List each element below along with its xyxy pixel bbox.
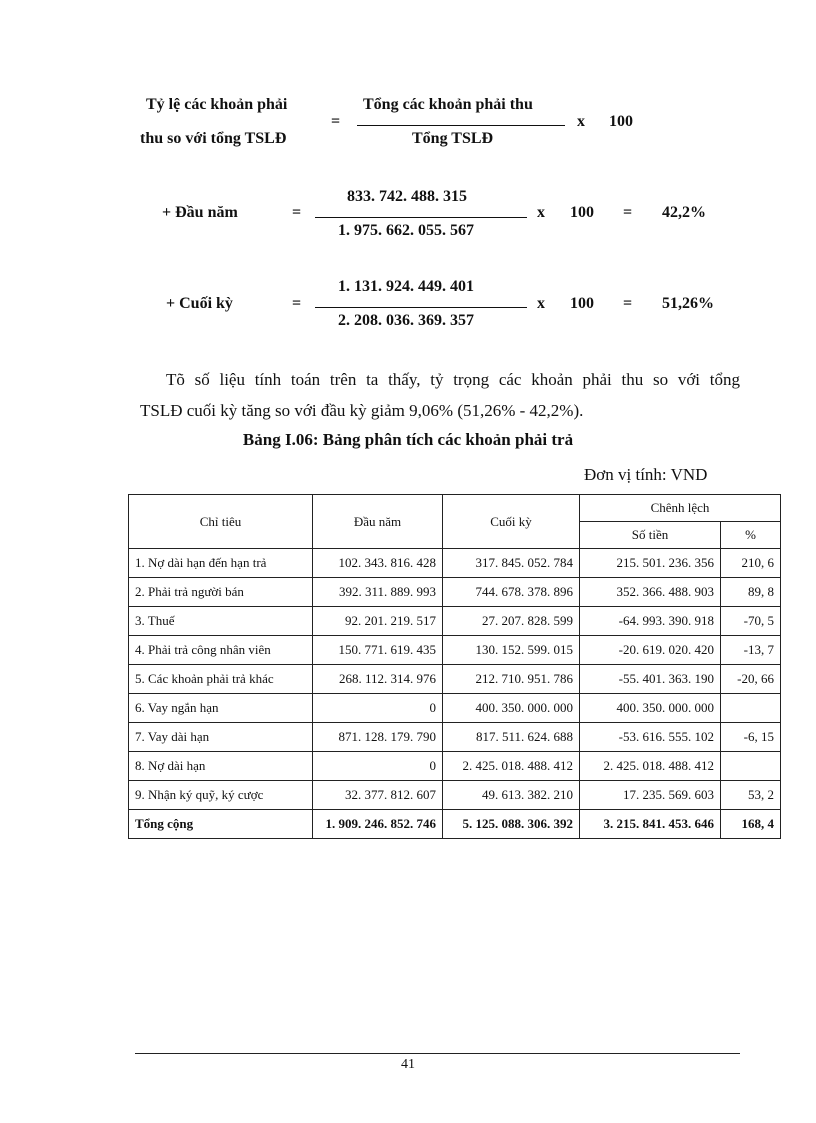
calc-start-hundred: 100	[570, 204, 594, 221]
row-label: 9. Nhận ký quỹ, ký cược	[129, 781, 313, 810]
formula-hundred: 100	[609, 113, 633, 130]
table-title: Bảng I.06: Bảng phân tích các khoản phải trả	[242, 430, 574, 449]
formula-numerator: Tổng các khoản phải thu	[363, 96, 533, 113]
table-row	[129, 665, 781, 694]
conclusion-line-1: Tõ số liệu tính toán trên ta thấy, tỷ trọng các khoản phải thu so với tổng	[166, 370, 740, 389]
calc-end-fraction-line	[315, 307, 527, 308]
total-percent-value: 168, 4	[721, 810, 781, 839]
row-label: 7. Vay dài hạn	[129, 723, 313, 752]
row-label: 2. Phải trả người bán	[129, 578, 313, 607]
table-row	[129, 578, 781, 607]
row-diff-value: -20. 619. 020. 420	[580, 636, 721, 665]
row-diff-value: -64. 993. 390. 918	[580, 607, 721, 636]
formula-denominator: Tổng TSLĐ	[412, 130, 494, 147]
row-percent-value: -70, 5	[721, 607, 781, 636]
header-dau-nam: Đầu năm	[313, 495, 443, 549]
row-start-value: 871. 128. 179. 790	[313, 723, 443, 752]
row-diff-value: 17. 235. 569. 603	[580, 781, 721, 810]
conclusion-paragraph	[140, 364, 740, 426]
calc-end-times: x	[537, 295, 545, 312]
table-row	[129, 752, 781, 781]
total-end-value: 5. 125. 088. 306. 392	[443, 810, 580, 839]
calc-start-result: 42,2%	[662, 204, 706, 221]
row-diff-value: 400. 350. 000. 000	[580, 694, 721, 723]
row-start-value: 0	[313, 694, 443, 723]
row-label: 4. Phải trả công nhân viên	[129, 636, 313, 665]
row-diff-value: 215. 501. 236. 356	[580, 549, 721, 578]
row-start-value: 102. 343. 816. 428	[313, 549, 443, 578]
row-diff-value: 352. 366. 488. 903	[580, 578, 721, 607]
row-end-value: 27. 207. 828. 599	[443, 607, 580, 636]
row-start-value: 92. 201. 219. 517	[313, 607, 443, 636]
total-diff-value: 3. 215. 841. 453. 646	[580, 810, 721, 839]
row-label: 5. Các khoản phải trả khác	[129, 665, 313, 694]
table-row	[129, 607, 781, 636]
footer-divider	[135, 1053, 740, 1054]
row-label: 6. Vay ngắn hạn	[129, 694, 313, 723]
unit-label: Đơn vị tính: VND	[584, 465, 708, 484]
row-start-value: 392. 311. 889. 993	[313, 578, 443, 607]
row-start-value: 268. 112. 314. 976	[313, 665, 443, 694]
row-start-value: 32. 377. 812. 607	[313, 781, 443, 810]
calc-start-denominator: 1. 975. 662. 055. 567	[338, 222, 474, 239]
row-percent-value	[721, 694, 781, 723]
row-end-value: 130. 152. 599. 015	[443, 636, 580, 665]
row-label: 8. Nợ dài hạn	[129, 752, 313, 781]
formula-lhs-line1: Tỷ lệ các khoản phải	[146, 96, 288, 113]
table-row	[129, 694, 781, 723]
row-end-value: 49. 613. 382. 210	[443, 781, 580, 810]
row-end-value: 400. 350. 000. 000	[443, 694, 580, 723]
row-diff-value: 2. 425. 018. 488. 412	[580, 752, 721, 781]
calc-start-fraction-line	[315, 217, 527, 218]
header-chi-tieu: Chỉ tiêu	[129, 495, 313, 549]
row-end-value: 212. 710. 951. 786	[443, 665, 580, 694]
row-end-value: 817. 511. 624. 688	[443, 723, 580, 752]
row-percent-value: -6, 15	[721, 723, 781, 752]
table-total-row	[129, 810, 781, 839]
header-chenh-lech: Chênh lệch	[580, 495, 781, 522]
row-diff-value: -55. 401. 363. 190	[580, 665, 721, 694]
row-diff-value: -53. 616. 555. 102	[580, 723, 721, 752]
total-label: Tổng cộng	[129, 810, 313, 839]
table-row	[129, 781, 781, 810]
row-percent-value: 53, 2	[721, 781, 781, 810]
row-end-value: 317. 845. 052. 784	[443, 549, 580, 578]
formula-equals: =	[331, 113, 341, 130]
calc-end-hundred: 100	[570, 295, 594, 312]
calc-start-equals: =	[292, 204, 302, 221]
row-label: 1. Nợ dài hạn đến hạn trả	[129, 549, 313, 578]
calc-end-result: 51,26%	[662, 295, 714, 312]
table-row	[129, 723, 781, 752]
calc-start-equals-2: =	[623, 204, 633, 221]
header-so-tien: Số tiền	[580, 522, 721, 549]
calc-end-denominator: 2. 208. 036. 369. 357	[338, 312, 474, 329]
row-percent-value	[721, 752, 781, 781]
conclusion-line-2: TSLĐ cuối kỳ tăng so với đầu kỳ giảm 9,06% (51,26% - 42,2%).	[140, 401, 584, 420]
payables-table	[128, 494, 781, 839]
row-start-value: 150. 771. 619. 435	[313, 636, 443, 665]
row-end-value: 744. 678. 378. 896	[443, 578, 580, 607]
row-percent-value: 210, 6	[721, 549, 781, 578]
formula-lhs-line2: thu so với tổng TSLĐ	[140, 130, 287, 147]
calc-start-times: x	[537, 204, 545, 221]
header-cuoi-ky: Cuối kỳ	[443, 495, 580, 549]
page-number: 41	[401, 1057, 415, 1072]
table-row	[129, 549, 781, 578]
calc-end-equals-2: =	[623, 295, 633, 312]
total-start-value: 1. 909. 246. 852. 746	[313, 810, 443, 839]
calc-start-numerator: 833. 742. 488. 315	[347, 188, 467, 205]
header-percent: %	[721, 522, 781, 549]
row-end-value: 2. 425. 018. 488. 412	[443, 752, 580, 781]
row-percent-value: -20, 66	[721, 665, 781, 694]
formula-times: x	[577, 113, 585, 130]
formula-fraction-line	[357, 125, 565, 126]
calc-end-equals: =	[292, 295, 302, 312]
table-row	[129, 636, 781, 665]
row-start-value: 0	[313, 752, 443, 781]
table-header-row	[129, 495, 781, 522]
row-percent-value: 89, 8	[721, 578, 781, 607]
calc-start-label: + Đầu năm	[162, 204, 238, 221]
calc-end-label: + Cuối kỳ	[166, 295, 233, 312]
row-percent-value: -13, 7	[721, 636, 781, 665]
calc-end-numerator: 1. 131. 924. 449. 401	[338, 278, 474, 295]
row-label: 3. Thuế	[129, 607, 313, 636]
